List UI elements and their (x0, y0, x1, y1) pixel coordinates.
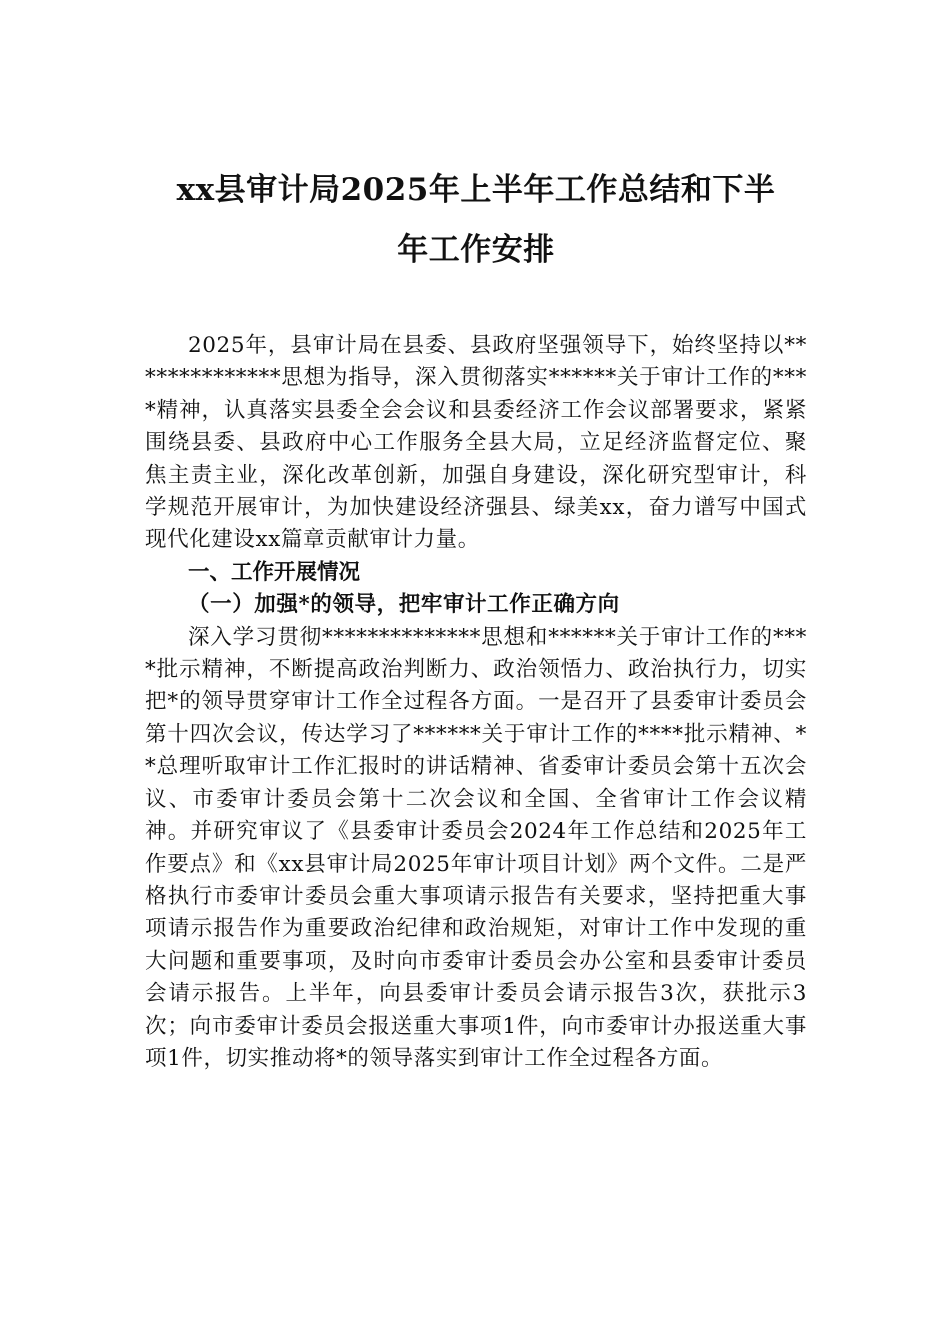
title-line-1: xx县审计局2025年上半年工作总结和下半 (176, 172, 776, 208)
document-body (145, 330, 807, 1075)
document-page (145, 160, 807, 1075)
title-line-2: 年工作安排 (397, 232, 555, 268)
subsection-1-paragraph: 深入学习贯彻**************思想和******关于审计工作的****批示精神，不断提高政治判断力、政治领悟力、政治执行力，切实把*的领导贯穿审计工作全过程各方面。一是召开了县委审计委员会第十四次会议，传达学习了******关于审计工作的****批示精神、**总理听取审计工作汇报时的讲话精神、省委审计委员会第十五次会议、市委审计委员会第十二次会议和全国、全省审计工作会议精神。并研究审议了《县委审计委员会2024年工作总结和2025年工作要点》和《xx县审计局2025年审计项目计划》两个文件。二是严格执行市委审计委员会重大事项请示报告有关要求，坚持把重大事项请示报告作为重要政治纪律和政治规矩，对审计工作中发现的重大问题和重要事项，及时向市委审计委员会办公室和县委审计委员会请示报告。上半年，向县委审计委员会请示报告3次，获批示3次；向市委审计委员会报送重大事项1件，向市委审计办报送重大事项1件，切实推动将*的领导落实到审计工作全过程各方面。 (145, 624, 807, 1071)
document-title (145, 160, 807, 280)
intro-paragraph: 2025年，县审计局在县委、县政府坚强领导下，始终坚持以**************思想为指导，深入贯彻落实******关于审计工作的****精神，认真落实县委全会会议和县委经济工作会议部署要求，紧紧围绕县委、县政府中心工作服务全县大局，立足经济监督定位、聚焦主责主业，深化改革创新，加强自身建设，深化研究型审计，科学规范开展审计，为加快建设经济强县、绿美xx，奋力谱写中国式现代化建设xx篇章贡献审计力量。 (145, 333, 807, 553)
section-heading-1: 一、工作开展情况 (188, 559, 361, 585)
subsection-heading-1: （一）加强*的领导，把牢审计工作正确方向 (188, 592, 620, 618)
